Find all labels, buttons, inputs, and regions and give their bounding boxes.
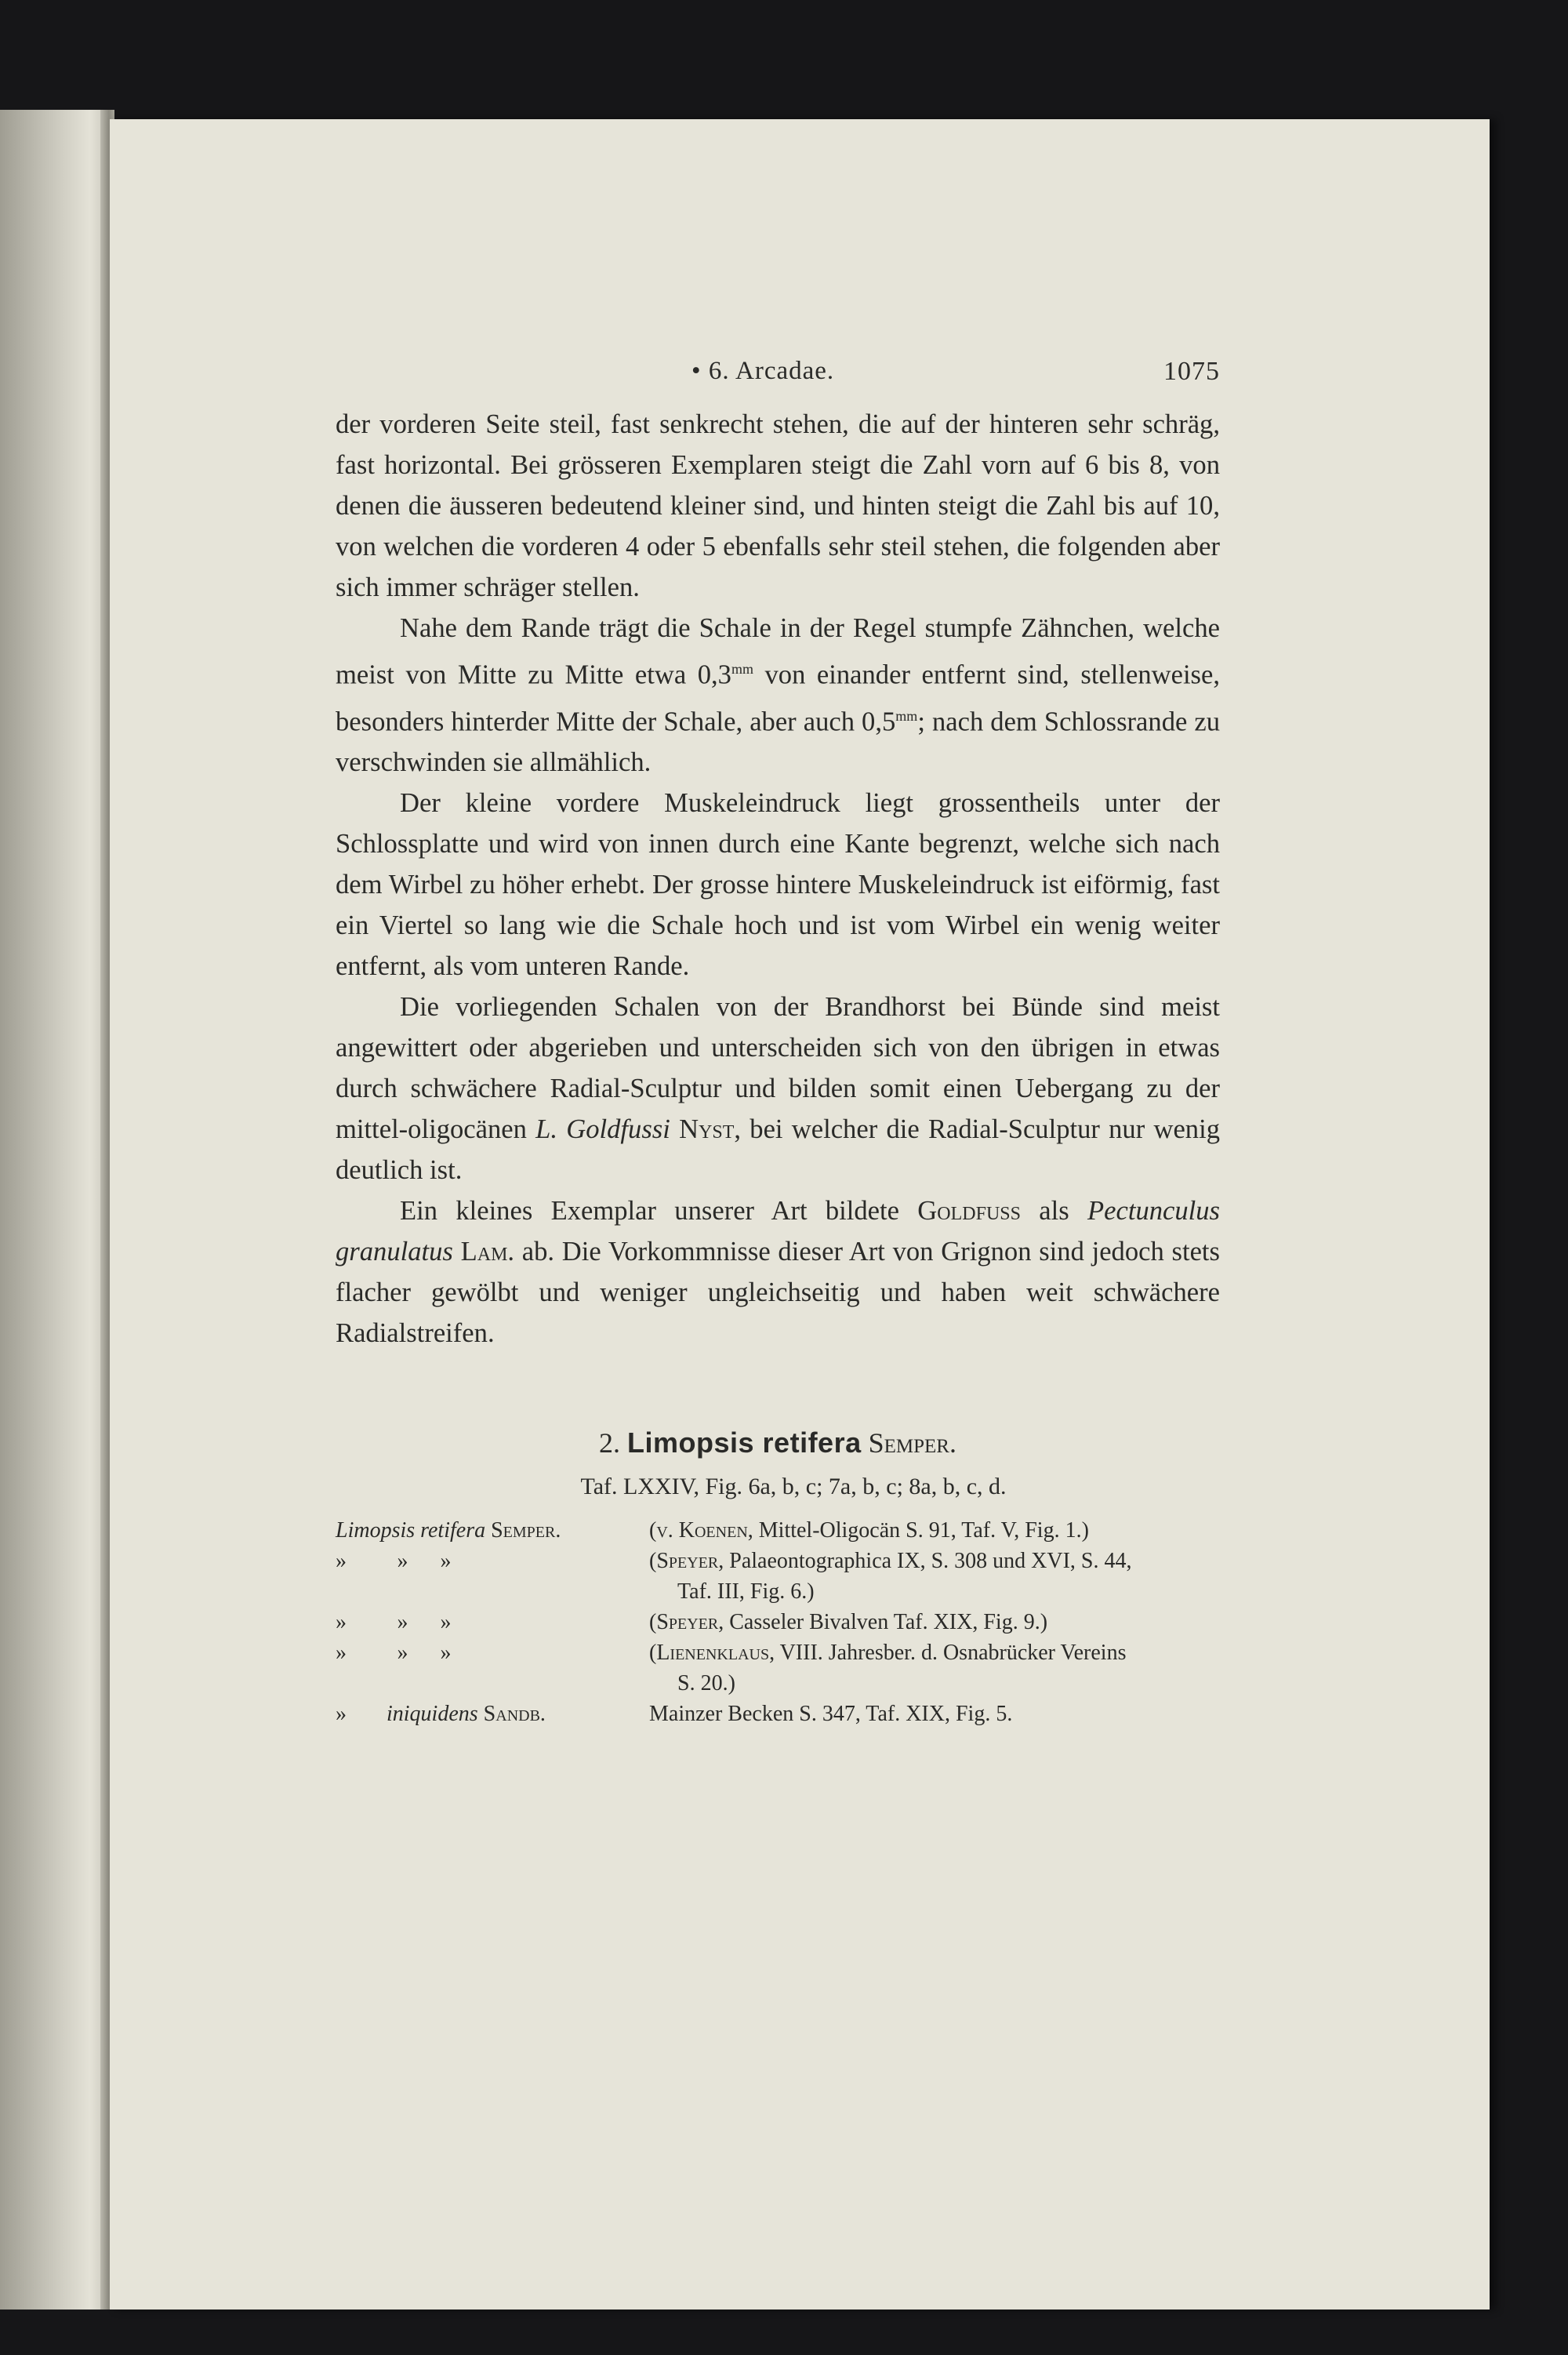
- page-content: [336, 357, 1220, 1729]
- page-number: 1075: [1163, 357, 1220, 386]
- synonymy-row: » » » (Speyer, Palaeontographica IX, S. 308 und XVI, S. 44, Taf. III, Fig. 6.): [336, 1549, 1132, 1605]
- synonymy-row: » » » (Lienenklaus, VIII. Jahresber. d. Osnabrücker Vereins S. 20.): [336, 1641, 1127, 1696]
- paragraph-5: Ein kleines Exemplar unserer Art bildete Goldfuss als Pectunculus granulatus Lam. ab. Die Vorkommnisse dieser Art von Grignon sind jedoch stets flacher gewölbt und weniger ungleichseitig und haben weit schwächere Radialstreifen.: [336, 1196, 1221, 1349]
- synonymy-row: » iniquidens Sandb. Mainzer Becken S. 347, Taf. XIX, Fig. 5.: [336, 1702, 1013, 1727]
- running-head-title: • 6. Arcadae.: [691, 357, 835, 385]
- running-head: [336, 357, 1220, 404]
- plate-reference: Taf. LXXIV, Fig. 6a, b, c; 7a, b, c; 8a, b, c, d.: [580, 1474, 1007, 1500]
- facing-page-edge: [0, 110, 110, 2310]
- synonymy-row: » » » (Speyer, Casseler Bivalven Taf. XIX, Fig. 9.): [336, 1610, 1048, 1635]
- paragraph-2: Nahe dem Rande trägt die Schale in der Regel stumpfe Zähnchen, welche meist von Mitte zu Mitte etwa $0,3^{mm}$ von einander entfernt sind, stellenweise, besonders hinterder Mitte der Schale, aber auch $0,5^{mm}$; nach dem Schlossrande zu verschwinden sie allmählich.: [336, 613, 1221, 778]
- synonymy-row: Limopsis retifera Semper. (v. Koenen, Mittel-Oligocän S. 91, Taf. V, Fig. 1.): [336, 1518, 1089, 1543]
- paragraph-3: Der kleine vordere Muskeleindruck liegt grossentheils unter der Schlossplatte und wird von innen durch eine Kante begrenzt, welche sich nach dem Wirbel zu höher erhebt. Der grosse hintere Muskeleindruck ist eiförmig, fast ein Viertel so lang wie die Schale hoch und ist vom Wirbel ein wenig weiter entfernt, als vom unteren Rande.: [336, 788, 1220, 982]
- synonymy-list: [336, 1515, 1220, 1729]
- species-name: Limopsis retifera: [627, 1426, 862, 1459]
- body-text: [336, 404, 1220, 1354]
- species-author: Semper.: [868, 1427, 956, 1459]
- species-heading: 2. Limopsis retifera Semper.: [599, 1426, 956, 1459]
- paragraph-1: der vorderen Seite steil, fast senkrecht stehen, die auf der hinteren sehr schräg, fast horizontal. Bei grösseren Exemplaren steigt die Zahl vorn auf 6 bis 8, von denen die äusseren bedeutend kleiner sind, und hinten steigt die Zahl bis auf 10, von welchen die vorderen 4 oder 5 ebenfalls sehr steil stehen, die folgenden aber sich immer schräger stellen.: [336, 409, 1220, 602]
- paragraph-4: Die vorliegenden Schalen von der Brandhorst bei Bünde sind meist angewittert oder abgerieben und unterscheiden sich von den übrigen in etwas durch schwächere Radial-Sculptur und bilden somit einen Uebergang zu der mittel-oligocänen L. Goldfussi Nyst, bei welcher die Radial-Sculptur nur wenig deutlich ist.: [336, 992, 1220, 1186]
